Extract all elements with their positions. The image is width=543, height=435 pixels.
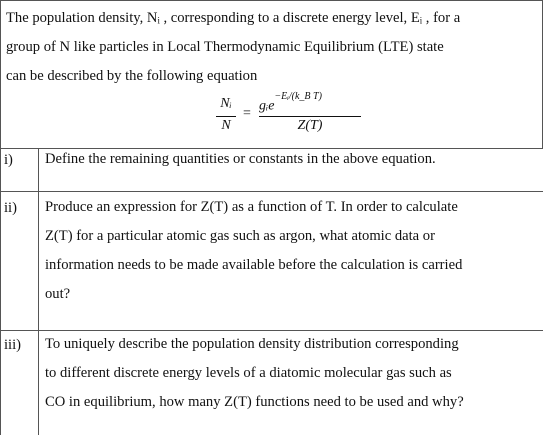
equation-rhs-denominator: Z(T) <box>297 118 323 133</box>
equation-lhs-numerator: Nᵢ <box>220 96 232 111</box>
fraction-bar <box>216 116 236 117</box>
question-label: ii) <box>4 200 17 216</box>
population-equation <box>216 91 361 140</box>
intro-line: group of N like particles in Local Thermodynamic Equilibrium (LTE) state <box>6 39 444 55</box>
question-line: Z(T) for a particular atomic gas such as argon, what atomic data or <box>45 228 435 244</box>
intro-line: can be described by the following equation <box>6 68 258 84</box>
question-text <box>45 330 535 417</box>
question-line: CO in equilibrium, how many Z(T) functions need to be used and why? <box>45 394 464 410</box>
intro-line: The population density, Nᵢ , corresponding to a discrete energy level, Eᵢ , for a <box>6 10 461 26</box>
equation-rhs-base: gᵢe <box>259 98 275 114</box>
question-line: Define the remaining quantities or constants in the above equation. <box>45 151 436 167</box>
label-column-divider <box>38 148 39 435</box>
frame-left-border <box>0 0 1 435</box>
equation-lhs-denominator: N <box>221 118 231 133</box>
row-divider-2 <box>0 191 543 192</box>
equation-rhs-numerator <box>259 91 361 115</box>
question-line: information needs to be made available before the calculation is carried <box>45 257 463 273</box>
question-line: To uniquely describe the population density distribution corresponding <box>45 336 459 352</box>
frame-top-border <box>0 0 543 1</box>
question-line: out? <box>45 286 71 302</box>
intro-paragraph <box>6 4 536 91</box>
equation-rhs-exponent: −Eᵢ/(k_B T) <box>274 91 322 102</box>
fraction-bar <box>259 116 361 117</box>
question-line: to different discrete energy levels of a diatomic molecular gas such as <box>45 365 452 381</box>
question-line: Produce an expression for Z(T) as a function of T. In order to calculate <box>45 199 458 215</box>
question-label: i) <box>4 152 13 168</box>
question-text <box>45 145 535 174</box>
equals-sign: = <box>243 106 251 121</box>
question-text <box>45 193 535 309</box>
question-label: iii) <box>4 337 22 353</box>
